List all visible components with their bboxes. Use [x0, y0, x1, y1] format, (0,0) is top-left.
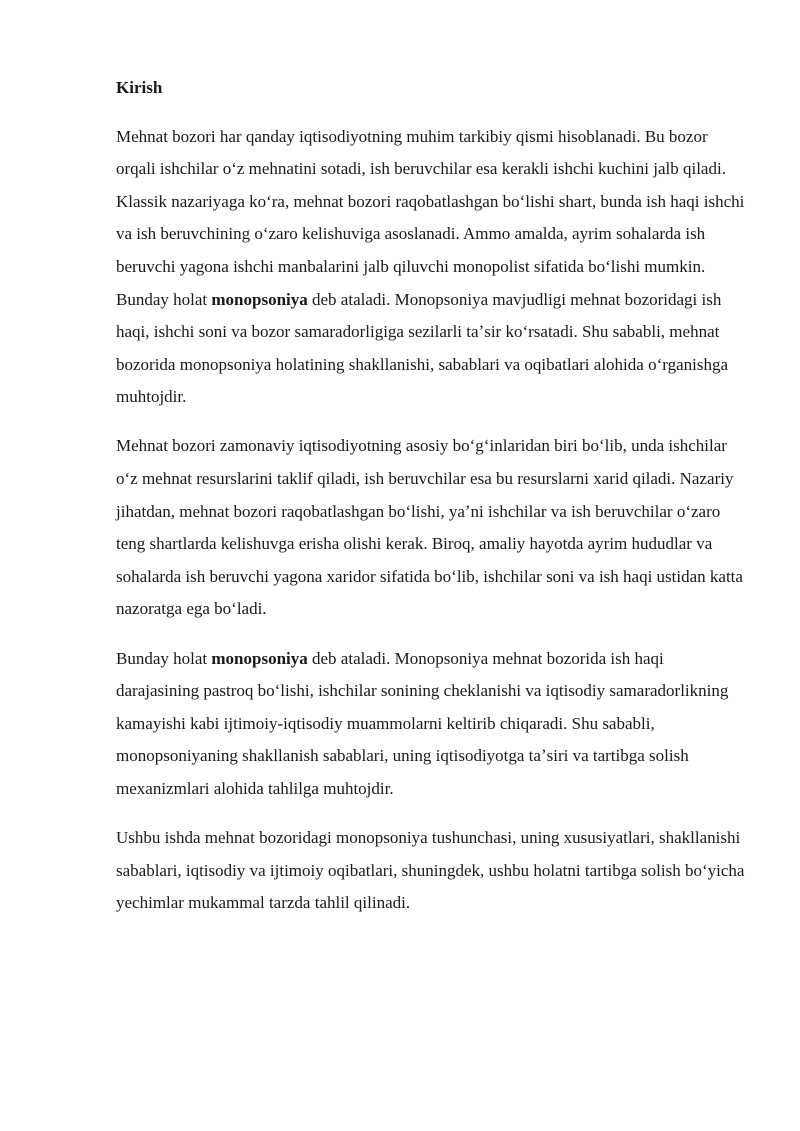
paragraph-3-text-start: Bunday holat [116, 648, 212, 668]
section-heading: Kirish [116, 78, 163, 97]
paragraph-4: Ushbu ishda mehnat bozoridagi monopsoniya tushunchasi, uning xususiyatlari, shakllanishi sabablari, iqtisodiy va ijtimoiy oqibatlari, shuningdek, ushbu holatni tartibga solish boʻyicha yechimlar mukammal tarzda tahlil qilinadi. [116, 827, 745, 913]
paragraph-1 [116, 121, 746, 414]
paragraph-1-text-end: deb ataladi. Monopsoniya mavjudligi mehnat bozoridagi ish haqi, ishchi soni va bozor samaradorligiga sezilarli taʼsir koʻrsatadi. Shu sababli, mehnat bozorida monopsoniya holatining shakllanishi, sabablari va oqibatlari alohida oʻrganishga muhtojdir. [116, 289, 729, 407]
paragraph-1-text-start: Mehnat bozori har qanday iqtisodiyotning muhim tarkibiy qismi hisoblanadi. Bu bozor orqali ishchilar oʻz mehnatini sotadi, ish beruvchilar esa kerakli ishchi kuchini jalb qiladi. Klassik nazariyaga koʻra, mehnat bozori raqobatlashgan boʻlishi shart, bunda ish haqi ishchi va ish beruvchining oʻzaro kelishuviga asoslanadi. Ammo amalda, ayrim sohalarda ish beruvchi yagona ishchi manbalarini jalb qiluvchi monopolist sifatida boʻlishi mumkin. Bunday holat [116, 126, 745, 309]
paragraph-3 [116, 643, 746, 806]
paragraph-3-bold-term: monopsoniya [211, 648, 308, 668]
paragraph-3-text-end: deb ataladi. Monopsoniya mehnat bozorida ish haqi darajasining pastroq boʻlishi, ishchilar sonining cheklanishi va iqtisodiy samaradorlikning kamayishi kabi ijtimoiy-iqtisodiy muammolarni keltirib chiqaradi. Shu sababli, monopsoniyaning shakllanish sabablari, uning iqtisodiyotga taʼsiri va tartibga solish mexanizmlari alohida tahlilga muhtojdir. [116, 648, 729, 798]
paragraph-1-bold-term: monopsoniya [211, 289, 308, 309]
document-page [116, 72, 746, 936]
paragraph-2: Mehnat bozori zamonaviy iqtisodiyotning asosiy boʻgʻinlaridan biri boʻlib, unda ishchilar oʻz mehnat resurslarini taklif qiladi, ish beruvchilar esa bu resurslarni xarid qiladi. Nazariy jihatdan, mehnat bozori raqobatlashgan boʻlishi, yaʼni ishchilar va ish beruvchilar oʻzaro teng shartlarda kelishuvga erisha olishi kerak. Biroq, amaliy hayotda ayrim hududlar va sohalarda ish beruvchi yagona xaridor sifatida boʻlib, ishchilar soni va ish haqi ustidan katta nazoratga ega boʻladi. [116, 436, 743, 619]
